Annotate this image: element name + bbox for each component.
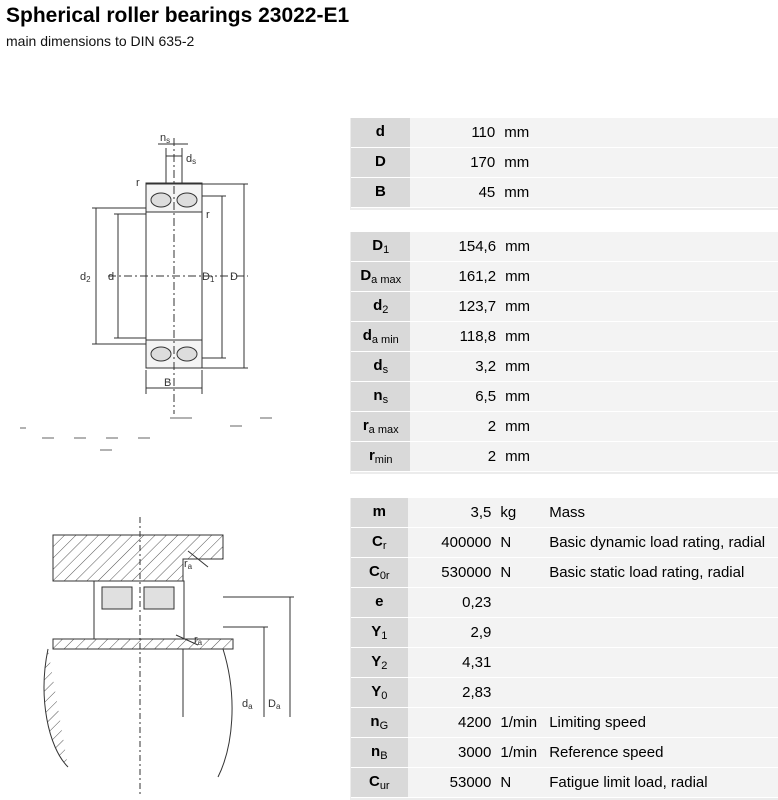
row-description (549, 618, 778, 648)
row-unit: N (496, 768, 549, 798)
row-symbol: B (351, 178, 410, 208)
row-unit: N (496, 528, 549, 558)
row-value: 3000 (408, 738, 497, 768)
row-description: Mass (549, 498, 778, 528)
row-unit (496, 678, 549, 708)
label-ra-top: ra (184, 558, 193, 571)
row-symbol: $d_{a min}$ (351, 322, 410, 352)
table-row (351, 442, 778, 472)
row-value: 154,6 (410, 232, 501, 262)
table-row (351, 232, 778, 262)
row-symbol: $r_{min}$ (351, 442, 410, 472)
table-row (351, 588, 778, 618)
table-row (351, 678, 778, 708)
row-unit: mm (501, 262, 554, 292)
row-unit: mm (500, 118, 553, 148)
label-d: d (108, 271, 115, 283)
row-value: 6,5 (410, 382, 501, 412)
row-description (554, 178, 778, 208)
row-unit: 1/min (496, 738, 549, 768)
row-unit: 1/min (496, 708, 549, 738)
row-value: 530000 (408, 558, 497, 588)
bearing-dimension-drawing (8, 118, 308, 414)
table-row (351, 292, 778, 322)
row-description (549, 648, 778, 678)
row-symbol: $Y_1$ (351, 618, 408, 648)
row-symbol: $r_{a max}$ (351, 412, 410, 442)
row-unit (496, 648, 549, 678)
row-symbol: $d_2$ (351, 292, 410, 322)
row-description (554, 148, 778, 178)
row-unit: mm (501, 382, 554, 412)
label-D1: D1 (202, 271, 215, 284)
row-symbol: $n_B$ (351, 738, 408, 768)
row-symbol: $Y_2$ (351, 648, 408, 678)
mounting-dimension-drawing (8, 467, 308, 800)
table-row (351, 412, 778, 442)
row-symbol: $Y_0$ (351, 678, 408, 708)
row-description (554, 262, 778, 292)
label-Da: Da (268, 698, 281, 711)
row-value: 0,23 (408, 588, 497, 618)
row-value: 2 (410, 412, 501, 442)
table-row (351, 322, 778, 352)
row-symbol: $D_{a max}$ (351, 262, 410, 292)
row-symbol: $D_1$ (351, 232, 410, 262)
row-unit: mm (501, 322, 554, 352)
table-row (351, 558, 778, 588)
row-unit: mm (501, 352, 554, 382)
row-unit: mm (501, 232, 554, 262)
row-unit: mm (500, 178, 553, 208)
row-unit: N (496, 558, 549, 588)
main-dimensions-table (351, 118, 778, 208)
row-description (554, 352, 778, 382)
row-symbol: $n_s$ (351, 382, 410, 412)
row-symbol: $C_{0r}$ (351, 558, 408, 588)
label-r-top: r (136, 177, 140, 189)
table-row (351, 148, 778, 178)
row-value: 123,7 (410, 292, 501, 322)
row-description (549, 678, 778, 708)
table-row (351, 262, 778, 292)
label-d2: d2 (80, 271, 91, 284)
row-description: Reference speed (549, 738, 778, 768)
label-ns: ns (160, 132, 171, 145)
row-symbol: d (351, 118, 410, 148)
table-row (351, 768, 778, 798)
table-row (351, 528, 778, 558)
row-value: 161,2 (410, 262, 501, 292)
row-unit: mm (501, 412, 554, 442)
row-value: 3,5 (408, 498, 497, 528)
row-value: 2 (410, 442, 501, 472)
row-description (554, 412, 778, 442)
label-B: B (164, 377, 172, 389)
row-unit: mm (500, 148, 553, 178)
label-ra-bottom: ra (194, 634, 203, 647)
row-unit: mm (501, 292, 554, 322)
row-unit: mm (501, 442, 554, 472)
row-unit (496, 588, 549, 618)
table-row (351, 648, 778, 678)
label-da: da (242, 698, 253, 711)
page-subtitle: main dimensions to DIN 635-2 (6, 33, 195, 49)
table-row (351, 178, 778, 208)
row-description (554, 382, 778, 412)
label-r-right: r (206, 209, 210, 221)
detail-dimensions-table (351, 232, 778, 472)
row-description: Basic static load rating, radial (549, 558, 778, 588)
table-row (351, 498, 778, 528)
row-value: 3,2 (410, 352, 501, 382)
label-D: D (230, 271, 238, 283)
row-value: 53000 (408, 768, 497, 798)
row-value: 45 (410, 178, 500, 208)
table-row (351, 382, 778, 412)
decorative-dashes (20, 416, 310, 456)
row-value: 2,83 (408, 678, 497, 708)
row-value: 2,9 (408, 618, 497, 648)
row-value: 4200 (408, 708, 497, 738)
row-description: Limiting speed (549, 708, 778, 738)
row-symbol: e (351, 588, 408, 618)
row-symbol: D (351, 148, 410, 178)
row-symbol: $C_{ur}$ (351, 768, 408, 798)
row-symbol: $C_r$ (351, 528, 408, 558)
row-symbol: $d_s$ (351, 352, 410, 382)
table-row (351, 618, 778, 648)
table-row (351, 708, 778, 738)
row-description (549, 588, 778, 618)
row-value: 4,31 (408, 648, 497, 678)
page-title: Spherical roller bearings 23022-E1 (6, 4, 350, 27)
table-row (351, 352, 778, 382)
row-description (554, 442, 778, 472)
row-value: 118,8 (410, 322, 501, 352)
row-value: 110 (410, 118, 500, 148)
row-unit: kg (496, 498, 549, 528)
row-description (554, 322, 778, 352)
row-value: 170 (410, 148, 500, 178)
label-ds: ds (186, 153, 197, 166)
table-row (351, 118, 778, 148)
row-description (554, 292, 778, 322)
row-symbol: m (351, 498, 408, 528)
row-unit (496, 618, 549, 648)
row-description (554, 118, 778, 148)
ratings-table (351, 498, 778, 798)
row-description: Basic dynamic load rating, radial (549, 528, 778, 558)
table-row (351, 738, 778, 768)
row-value: 400000 (408, 528, 497, 558)
row-symbol: $n_G$ (351, 708, 408, 738)
row-description: Fatigue limit load, radial (549, 768, 778, 798)
row-description (554, 232, 778, 262)
